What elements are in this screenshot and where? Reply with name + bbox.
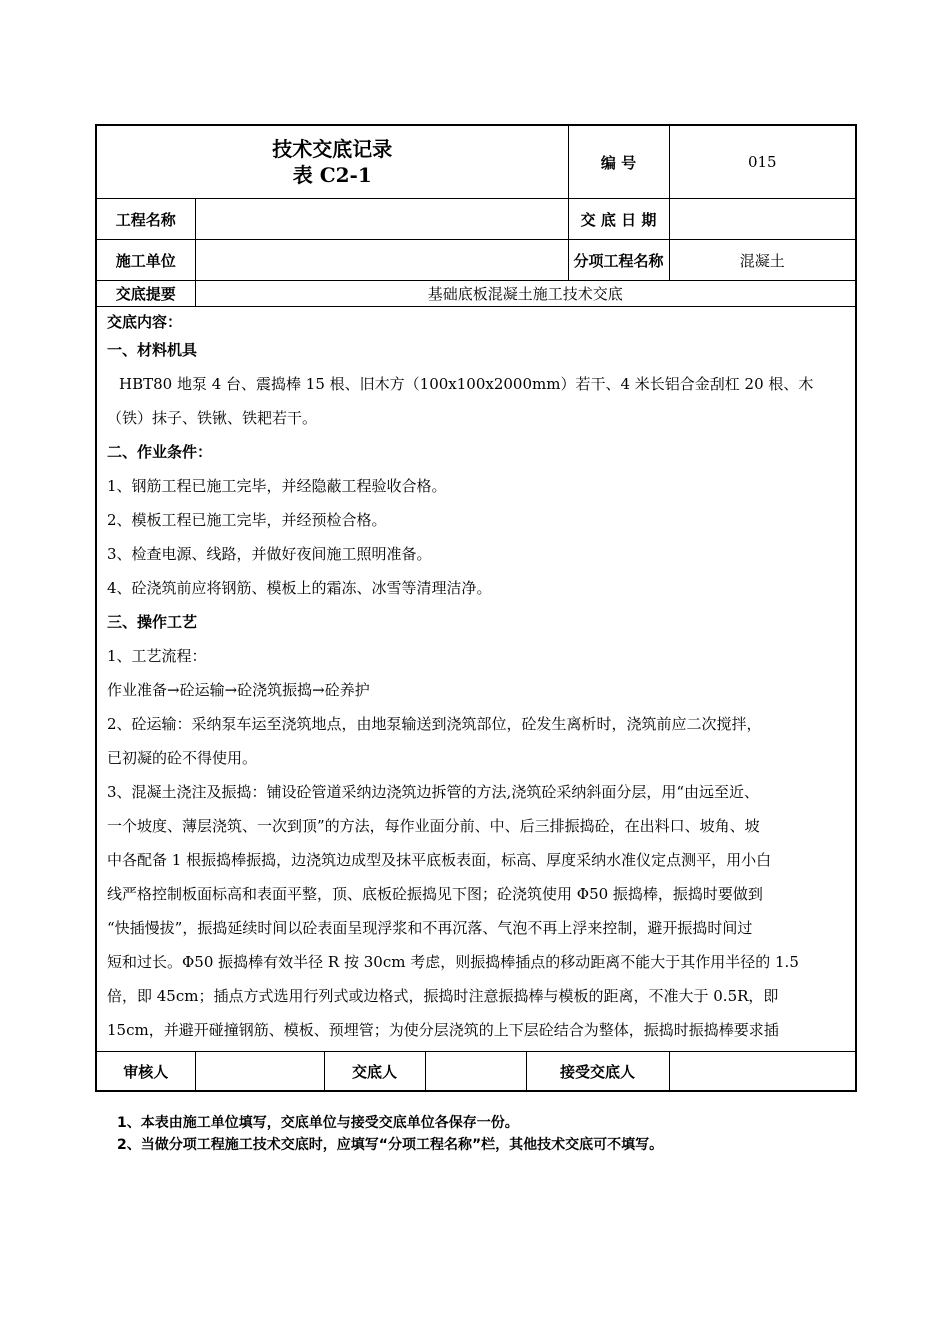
technical-briefing-form xyxy=(95,124,855,1092)
receiver-label: 接受交底人 xyxy=(526,1052,669,1092)
form-title-code: 表 C2-1 xyxy=(292,163,372,187)
pour-text-line: 15cm，并避开碰撞钢筋、模板、预埋管；为使分层浇筑的上下层砼结合为整体，振捣时振捣棒要求插 xyxy=(107,1021,779,1039)
note-item: 1、本表由施工单位填写，交底单位与接受交底单位各保存一份。 xyxy=(117,1115,519,1131)
section-conditions-title: 二、作业条件： xyxy=(107,443,213,461)
summary-field[interactable]: 基础底板混凝土施工技术交底 xyxy=(195,281,856,307)
briefing-content xyxy=(96,307,856,1052)
pour-text-line: 3、混凝土浇注及振捣：铺设砼管道采纳边浇筑边拆管的方法,浇筑砼采纳斜面分层，用“由远至近、 xyxy=(107,783,759,801)
transport-text-2: 已初凝的砼不得使用。 xyxy=(107,749,258,767)
presenter-label: 交底人 xyxy=(324,1052,425,1092)
contractor-field[interactable] xyxy=(195,240,568,281)
process-flow: 作业准备→砼运输→砼浇筑振捣→砼养护 xyxy=(107,681,370,699)
reviewer-label: 审核人 xyxy=(96,1052,195,1092)
receiver-field[interactable] xyxy=(669,1052,856,1092)
form-title-main: 技术交底记录 xyxy=(272,137,393,161)
pour-text-line: 倍，即 45cm；插点方式选用行列式或边格式，振捣时注意振捣棒与模板的距离，不准大于 0.5R，即 xyxy=(107,987,779,1005)
project-name-field[interactable] xyxy=(195,199,568,240)
materials-text-2: （铁）抹子、铁锹、铁耙若干。 xyxy=(107,409,318,427)
subitem-field[interactable]: 混凝土 xyxy=(669,240,856,281)
form-title xyxy=(96,125,568,199)
contractor-label: 施工单位 xyxy=(96,240,195,281)
subitem-label: 分项工程名称 xyxy=(568,240,669,281)
pour-text-line: 短和过长。Φ50 振捣棒有效半径 R 按 30cm 考虑，则振捣棒插点的移动距离不能大于其作用半径的 1.5 xyxy=(107,953,799,971)
project-name-label: 工程名称 xyxy=(96,199,195,240)
form-table xyxy=(95,124,857,1092)
pour-text-line: 中各配备 1 根振捣棒振捣，边浇筑边成型及抹平底板表面，标高、厚度采纳水准仪定点测平，用小白 xyxy=(107,851,772,869)
date-label: 交 底 日 期 xyxy=(568,199,669,240)
condition-item: 3、检查电源、线路，并做好夜间施工照明准备。 xyxy=(107,545,432,563)
condition-item: 1、钢筋工程已施工完毕，并经隐蔽工程验收合格。 xyxy=(107,477,447,495)
pour-text-line: 线严格控制板面标高和表面平整，顶、底板砼振捣见下图；砼浇筑使用 Φ50 振捣棒，振捣时要做到 xyxy=(107,885,763,903)
number-value[interactable]: 015 xyxy=(669,125,856,199)
presenter-field[interactable] xyxy=(425,1052,526,1092)
transport-text-1: 2、砼运输：采纳泵车运至浇筑地点，由地泵输送到浇筑部位，砼发生离析时，浇筑前应二次搅拌， xyxy=(107,715,762,733)
condition-item: 2、模板工程已施工完毕，并经预检合格。 xyxy=(107,511,387,529)
pour-text-line: 一个坡度、薄层浇筑、一次到顶”的方法，每作业面分前、中、后三排振捣砼，在出料口、坡角、坡 xyxy=(107,817,760,835)
note-item: 2、当做分项工程施工技术交底时，应填写“分项工程名称”栏，其他技术交底可不填写。 xyxy=(117,1137,664,1153)
process-flow-title: 1、工艺流程： xyxy=(107,647,207,665)
number-label: 编 号 xyxy=(568,125,669,199)
date-field[interactable] xyxy=(669,199,856,240)
form-notes xyxy=(117,1112,663,1156)
condition-item: 4、砼浇筑前应将钢筋、模板上的霜冻、冰雪等清理洁净。 xyxy=(107,579,492,597)
section-process-title: 三、操作工艺 xyxy=(107,613,198,631)
content-intro: 交底内容： xyxy=(107,313,183,331)
materials-text-1: HBT80 地泵 4 台、震捣棒 15 根、旧木方（100x100x2000mm）若干、4 米长铝合金刮杠 20 根、木 xyxy=(119,375,814,393)
reviewer-field[interactable] xyxy=(195,1052,324,1092)
summary-label: 交底提要 xyxy=(96,281,195,307)
pour-text-line: “快插慢拔”，振捣延续时间以砼表面呈现浮浆和不再沉落、气泡不再上浮来控制，避开振捣时间过 xyxy=(107,919,753,937)
section-materials-title: 一、材料机具 xyxy=(107,341,198,359)
